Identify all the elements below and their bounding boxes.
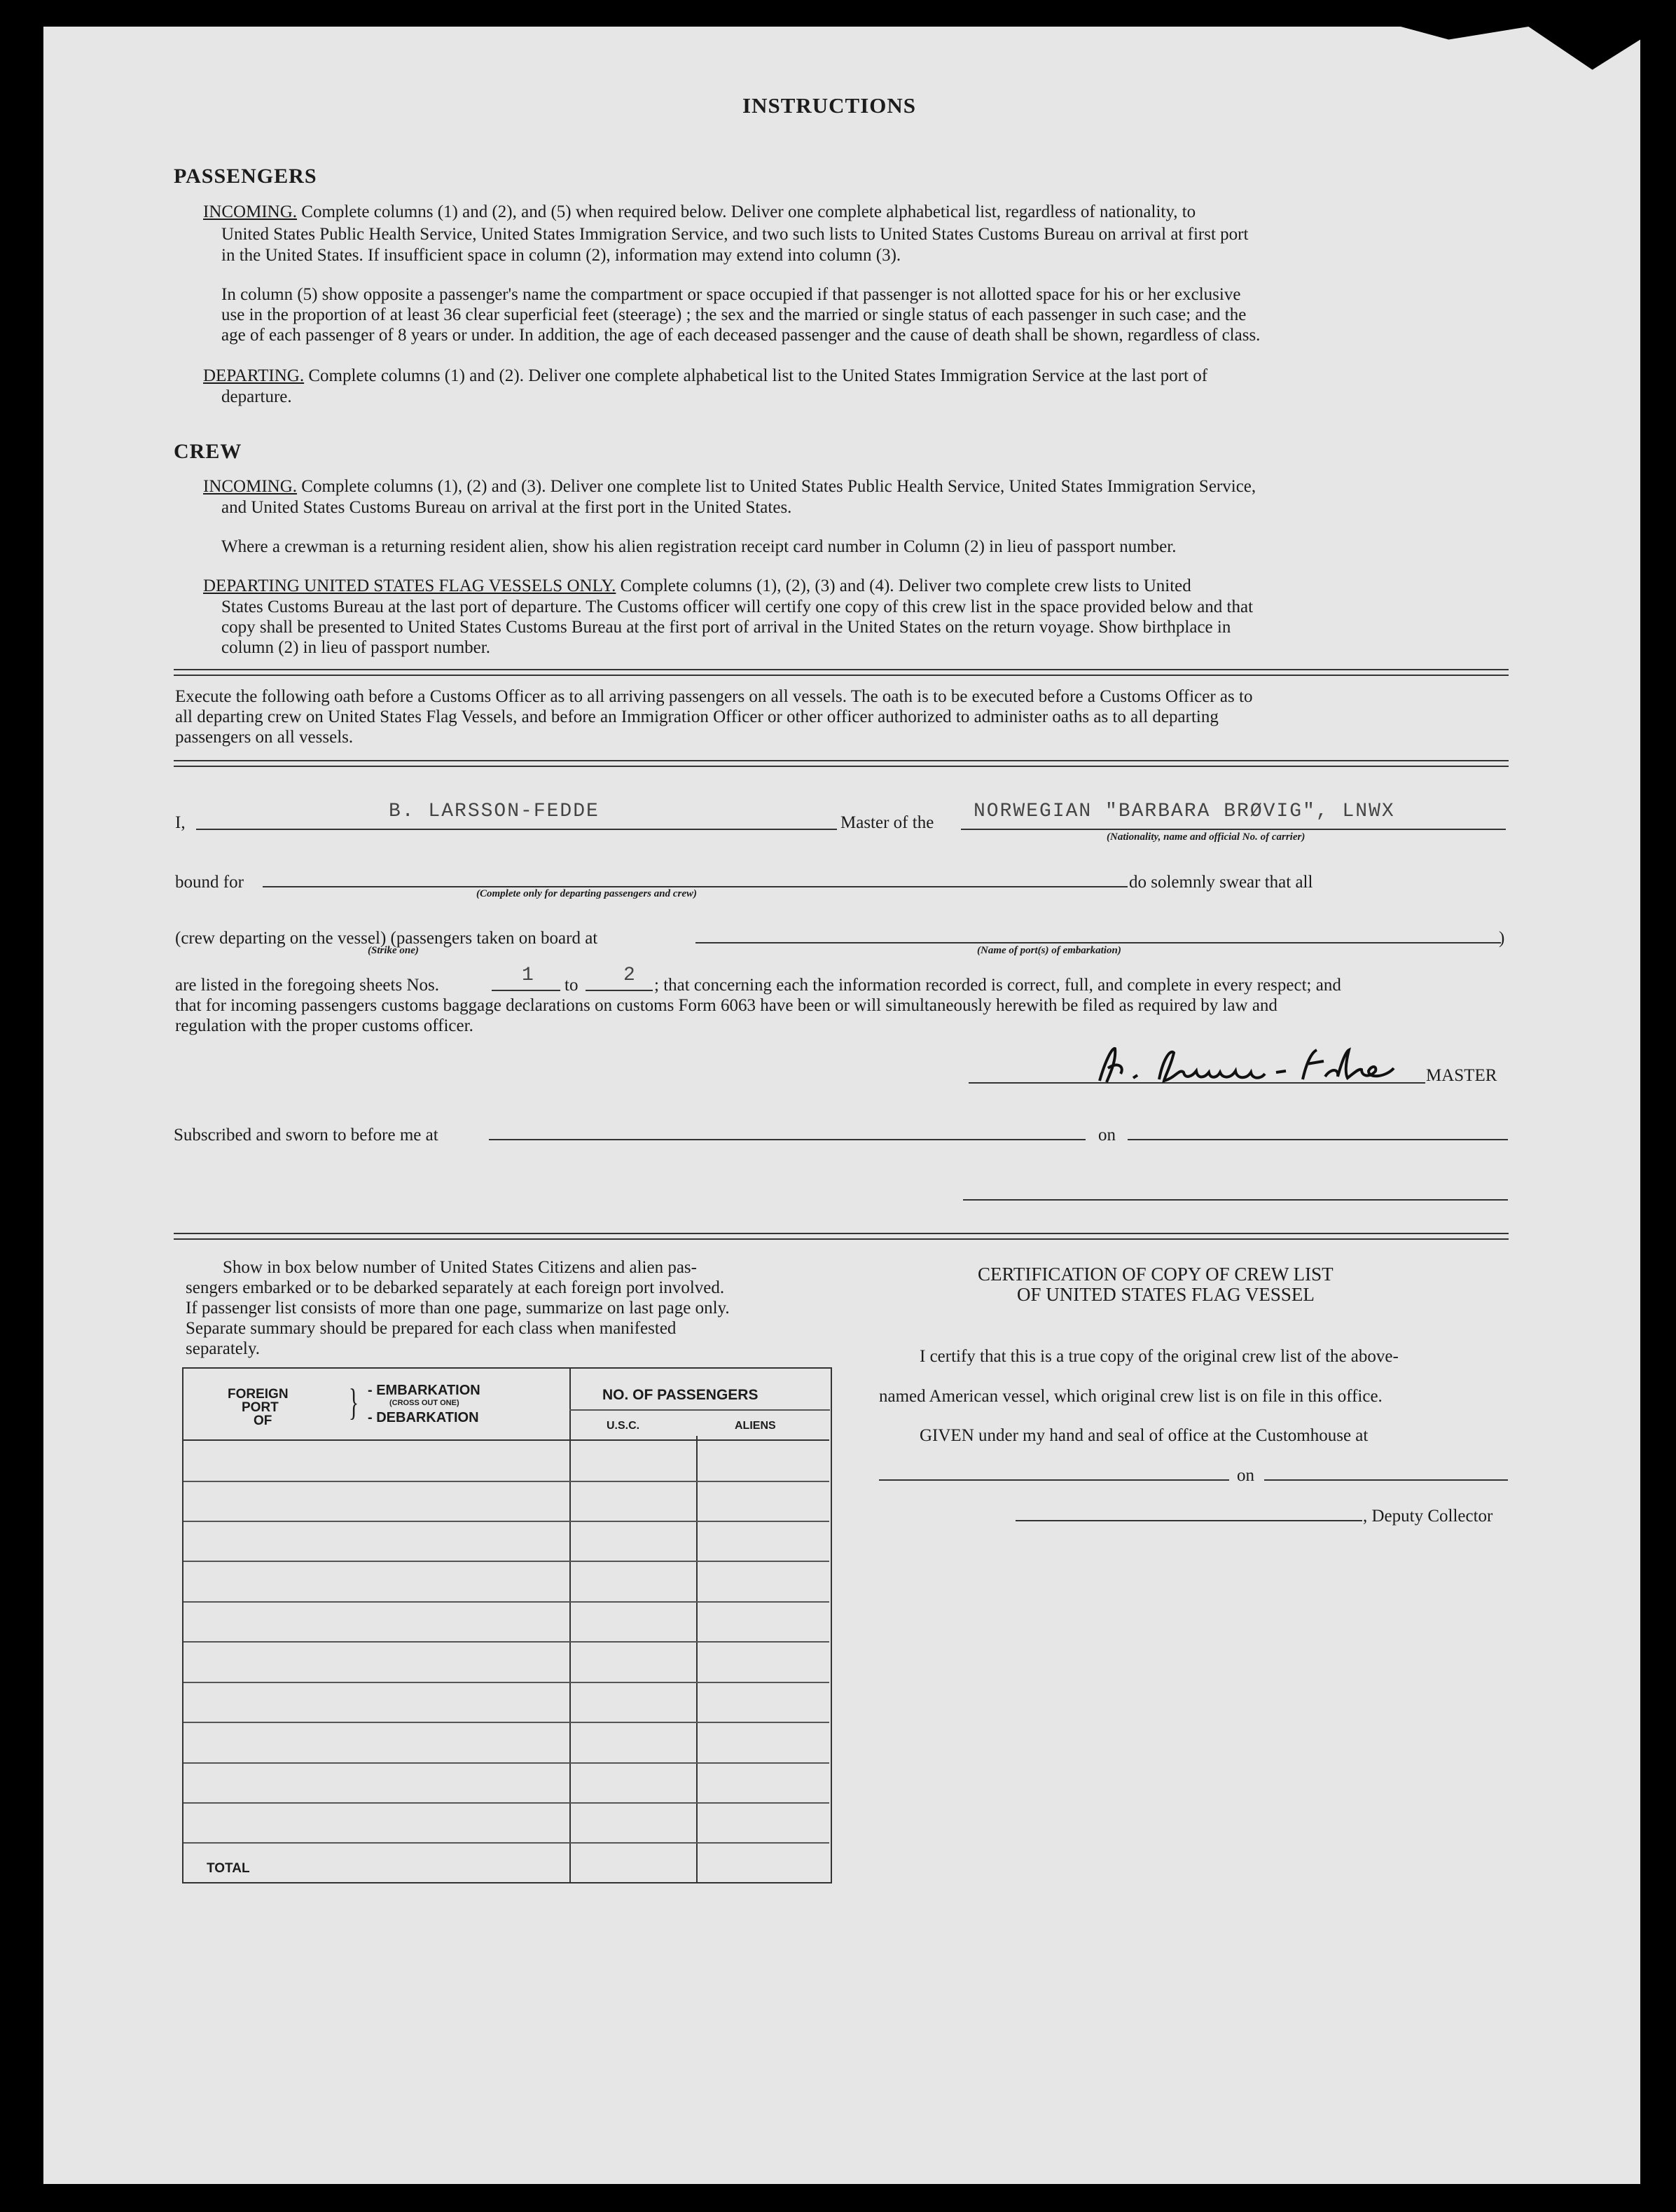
crew-departing-text: (crew departing on the vessel) (passengers taken on board at	[175, 929, 598, 948]
vessel-caption: (Nationality, name and official No. of carrier)	[1107, 831, 1306, 843]
th-of: OF	[254, 1413, 272, 1428]
ports-line	[695, 942, 1501, 943]
master-signature	[1093, 1040, 1422, 1089]
crew-resident-line: Where a crewman is a returning resident alien, show his alien registration receipt card number in Column (2) in lieu of passport number.	[221, 537, 1177, 556]
crew-flag-text: Complete columns (1), (2), (3) and (4). Deliver two complete crew lists to United	[616, 576, 1191, 595]
deputy-collector-line	[1016, 1520, 1362, 1521]
passengers-col5-line3: age of each passenger of 8 years or under. In addition, the age of each deceased passenger and the cause of death shall be shown, regardless of class.	[221, 326, 1261, 345]
crew-flag-line4: column (2) in lieu of passport number.	[221, 638, 490, 657]
table-row	[183, 1561, 829, 1562]
bound-for-line	[263, 886, 1128, 887]
listed-pre-text: are listed in the foregoing sheets Nos.	[175, 976, 439, 995]
subscribed-label: Subscribed and sworn to before me at	[174, 1126, 438, 1145]
to-label: to	[565, 976, 579, 995]
summary-line1: Show in box below number of United States Citizens and alien pas-	[223, 1258, 697, 1277]
table-row	[183, 1521, 829, 1522]
divider	[174, 760, 1509, 767]
crew-flag-line2: States Customs Bureau at the last port of departure. The Customs officer will certify one copy of this crew list in the space provided below and that	[221, 597, 1254, 616]
passengers-incoming-line3: in the United States. If insufficient space in column (2), information may extend into column (3).	[221, 246, 901, 265]
table-row	[183, 1481, 829, 1482]
subscribed-date-line	[1128, 1139, 1508, 1140]
crew-flag-label: DEPARTING UNITED STATES FLAG VESSELS ONLY.	[203, 576, 616, 595]
certification-on-label: on	[1237, 1466, 1254, 1485]
table-row	[183, 1682, 829, 1683]
table-divider	[696, 1436, 698, 1882]
table-row	[183, 1802, 829, 1804]
bound-for-label: bound for	[175, 873, 244, 892]
total-label: TOTAL	[207, 1861, 250, 1876]
oath-instruction-line3: passengers on all vessels.	[175, 728, 354, 747]
deputy-collector-label: , Deputy Collector	[1363, 1507, 1493, 1526]
certification-line1: I certify that this is a true copy of the original crew list of the above-	[920, 1347, 1399, 1366]
master-of-label: Master of the	[840, 813, 934, 832]
oath-i-label: I,	[175, 813, 186, 832]
page-title: INSTRUCTIONS	[742, 93, 917, 118]
oath-instruction-line1: Execute the following oath before a Customs Officer as to all arriving passengers on all vessels. The oath is to be executed before a Customs Officer as to	[175, 687, 1253, 706]
crew-incoming-label: INCOMING.	[203, 477, 298, 496]
subscribed-on-label: on	[1098, 1126, 1116, 1145]
passengers-departing-line1	[203, 366, 1207, 386]
customhouse-line	[879, 1479, 1229, 1481]
passengers-incoming-line1	[203, 202, 1196, 222]
bound-for-caption: (Complete only for departing passengers and crew)	[476, 888, 697, 899]
close-paren: )	[1499, 929, 1505, 948]
divider	[174, 669, 1509, 676]
oath-line2: that for incoming passengers customs baggage declarations on customs Form 6063 have been or will simultaneously herewith be filed as required by law and	[175, 996, 1277, 1015]
th-cross-out: (CROSS OUT ONE)	[389, 1399, 459, 1407]
crew-incoming-line2: and United States Customs Bureau on arrival at the first port in the United States.	[221, 498, 792, 517]
divider	[174, 1233, 1509, 1240]
passengers-incoming-text: Complete columns (1) and (2), and (5) when required below. Deliver one complete alphabetical list, regardless of nationality, to	[297, 202, 1196, 221]
th-debarkation: - DEBARKATION	[368, 1410, 479, 1425]
passenger-summary-table	[182, 1367, 832, 1883]
sheet-from-line	[492, 990, 560, 991]
table-divider	[569, 1367, 571, 1882]
sheet-from-value: 1	[522, 965, 535, 986]
th-no-of-passengers: NO. OF PASSENGERS	[602, 1387, 759, 1403]
certification-title-line1: CERTIFICATION OF COPY OF CREW LIST	[978, 1264, 1334, 1285]
table-row	[183, 1601, 829, 1603]
table-row	[183, 1842, 829, 1844]
crew-flag-line1	[203, 576, 1191, 596]
sheet-to-line	[586, 990, 653, 991]
crew-incoming-text: Complete columns (1), (2) and (3). Deliver one complete list to United States Public Health Service, United States Immigration Service,	[297, 477, 1256, 496]
passengers-heading: PASSENGERS	[174, 165, 317, 188]
master-name-line	[196, 829, 837, 830]
vessel-line	[961, 829, 1506, 830]
passengers-departing-line2: departure.	[221, 387, 292, 406]
certification-line3: GIVEN under my hand and seal of office at the Customhouse at	[920, 1426, 1369, 1445]
summary-line5: separately.	[186, 1339, 260, 1358]
certification-title-line2: OF UNITED STATES FLAG VESSEL	[1017, 1284, 1315, 1305]
summary-line4: Separate summary should be prepared for each class when manifested	[186, 1319, 677, 1338]
oath-line3: regulation with the proper customs officer.	[175, 1016, 473, 1035]
crew-flag-line3: copy shall be presented to United States Customs Bureau at the first port of arrival in the United States on the return voyage. Show birthplace in	[221, 618, 1231, 637]
master-name-value: B. LARSSON-FEDDE	[389, 801, 600, 822]
strike-one-caption: (Strike one)	[368, 945, 419, 956]
oath-instruction-line2: all departing crew on United States Flag Vessels, and before an Immigration Officer or other officer authorized to administer oaths as to all departing	[175, 707, 1219, 726]
swear-text: do solemnly swear that all	[1129, 873, 1313, 892]
table-row	[183, 1762, 829, 1764]
brace: }	[348, 1381, 359, 1423]
th-aliens: ALIENS	[735, 1420, 776, 1432]
officer-signature-line	[963, 1199, 1508, 1201]
table-divider	[569, 1409, 830, 1411]
table-row	[183, 1722, 829, 1723]
master-label: MASTER	[1426, 1066, 1497, 1085]
subscribed-place-line	[489, 1139, 1086, 1140]
table-row	[183, 1641, 829, 1643]
summary-line2: sengers embarked or to be debarked separately at each foreign port involved.	[186, 1278, 725, 1297]
sheet-to-value: 2	[623, 965, 637, 986]
table-header-rule	[183, 1439, 829, 1441]
th-foreign: FOREIGN	[228, 1387, 289, 1402]
listed-post-text: ; that concerning each the information recorded is correct, full, and complete in every respect; and	[654, 976, 1341, 995]
crew-incoming-line1	[203, 476, 1256, 497]
certification-line2: named American vessel, which original crew list is on file in this office.	[879, 1387, 1383, 1406]
passengers-departing-label: DEPARTING.	[203, 366, 305, 385]
passengers-incoming-line2: United States Public Health Service, United States Immigration Service, and two such lists to United States Customs Bureau on arrival at first port	[221, 225, 1249, 244]
ports-caption: (Name of port(s) of embarkation)	[977, 945, 1121, 956]
certification-date-line	[1264, 1479, 1508, 1481]
crew-heading: CREW	[174, 440, 242, 463]
passengers-col5-line2: use in the proportion of at least 36 clear superficial feet (steerage) ; the sex and the married or single status of each passenger in such case; and the	[221, 305, 1247, 324]
th-port: PORT	[242, 1400, 279, 1415]
summary-line3: If passenger list consists of more than one page, summarize on last page only.	[186, 1299, 730, 1318]
vessel-value: NORWEGIAN "BARBARA BRØVIG", LNWX	[974, 801, 1395, 822]
passengers-incoming-label: INCOMING.	[203, 202, 298, 221]
passengers-col5-line1: In column (5) show opposite a passenger's name the compartment or space occupied if that passenger is not allotted space for his or her exclusive	[221, 285, 1241, 304]
th-embarkation: - EMBARKATION	[368, 1383, 480, 1398]
passengers-departing-text: Complete columns (1) and (2). Deliver one complete alphabetical list to the United States Immigration Service at the last port of	[304, 366, 1208, 385]
th-usc: U.S.C.	[607, 1420, 640, 1432]
